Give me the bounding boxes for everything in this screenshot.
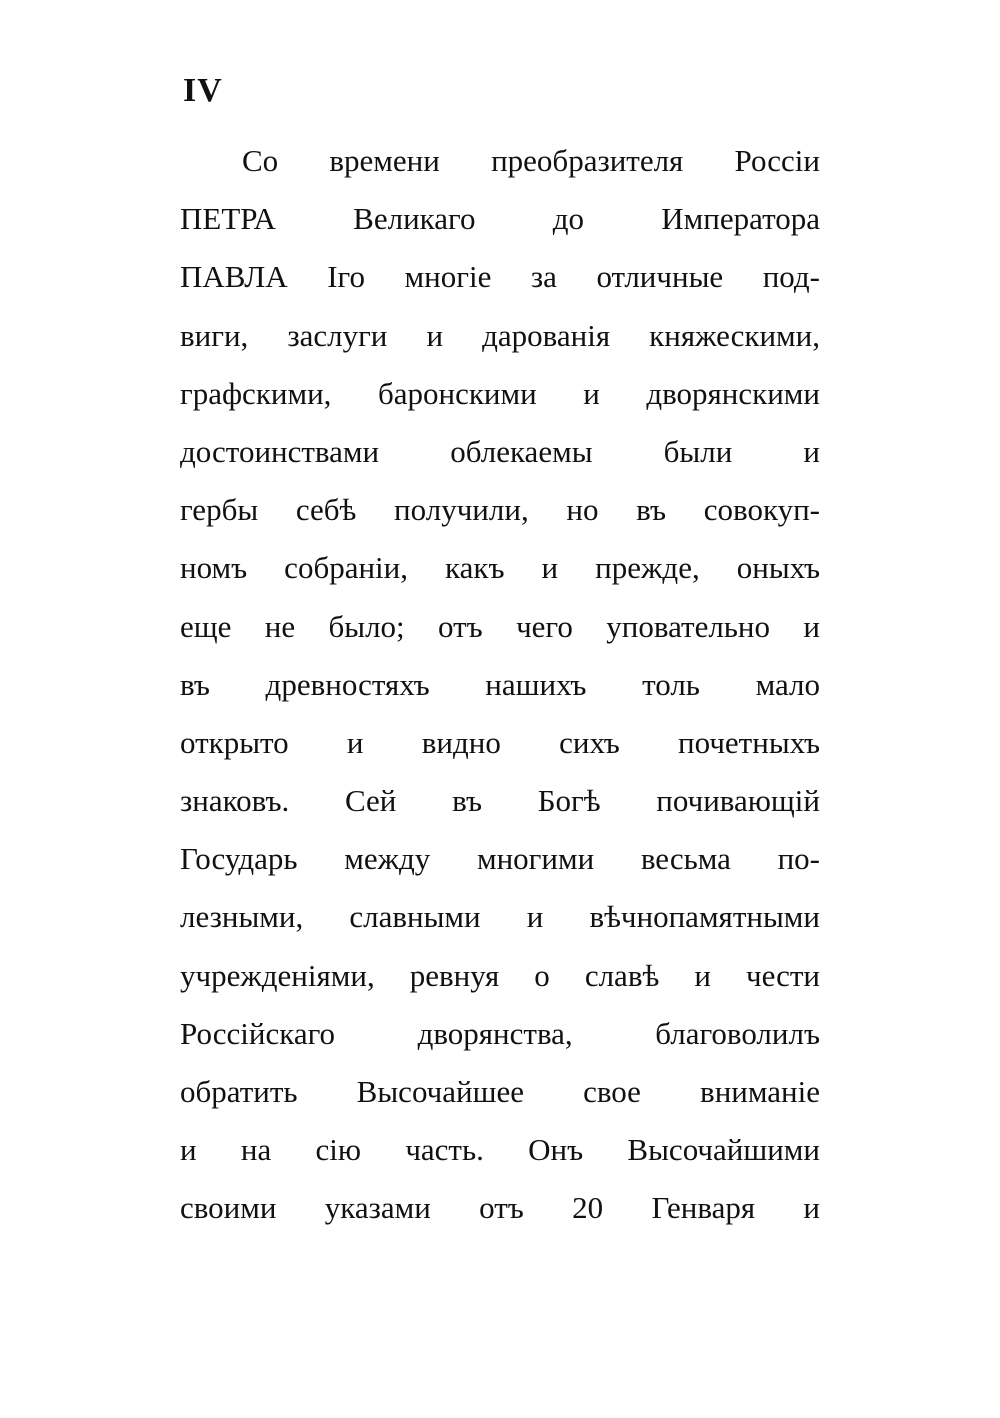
page-number: IV xyxy=(183,72,223,109)
text-line: графскими, баронскими и дворянскими xyxy=(180,375,820,411)
text-line: и на сію часть. Онъ Высочайшими xyxy=(180,1132,820,1168)
text-line: достоинствами облекаемы были и xyxy=(180,433,820,469)
text-line: Со времени преобразителя Россіи xyxy=(242,143,820,178)
text-line: Россійскаго дворянства, благоволилъ xyxy=(180,1015,820,1051)
text-line: въ древностяхъ нашихъ толь мало xyxy=(180,666,820,702)
text-line: еще не было; отъ чего уповательно и xyxy=(180,608,820,644)
text-line: знаковъ. Сей въ Богѣ почивающій xyxy=(180,783,820,819)
text-line: ПАВЛА Iго многіе за отличные под- xyxy=(180,259,820,295)
text-line: ПЕТРА Великаго до Императора xyxy=(180,201,820,237)
text-line: лезными, славными и вѣчнопамятными xyxy=(180,899,820,935)
text-line: открыто и видно сихъ почетныхъ xyxy=(180,724,820,760)
text-line: виги, заслуги и дарованія княжескими, xyxy=(180,317,820,353)
text-line: номъ собраніи, какъ и прежде, оныхъ xyxy=(180,550,820,586)
text-line: обратить Высочайшее свое вниманіе xyxy=(180,1074,820,1109)
body-text xyxy=(180,132,820,1238)
text-line: гербы себѣ получили, но въ совокуп- xyxy=(180,492,820,528)
text-line: своими указами отъ 20 Генваря и xyxy=(180,1190,820,1226)
text-line: Государь между многими весьма по- xyxy=(180,841,820,877)
text-line: учрежденіями, ревнуя о славѣ и чести xyxy=(180,957,820,993)
